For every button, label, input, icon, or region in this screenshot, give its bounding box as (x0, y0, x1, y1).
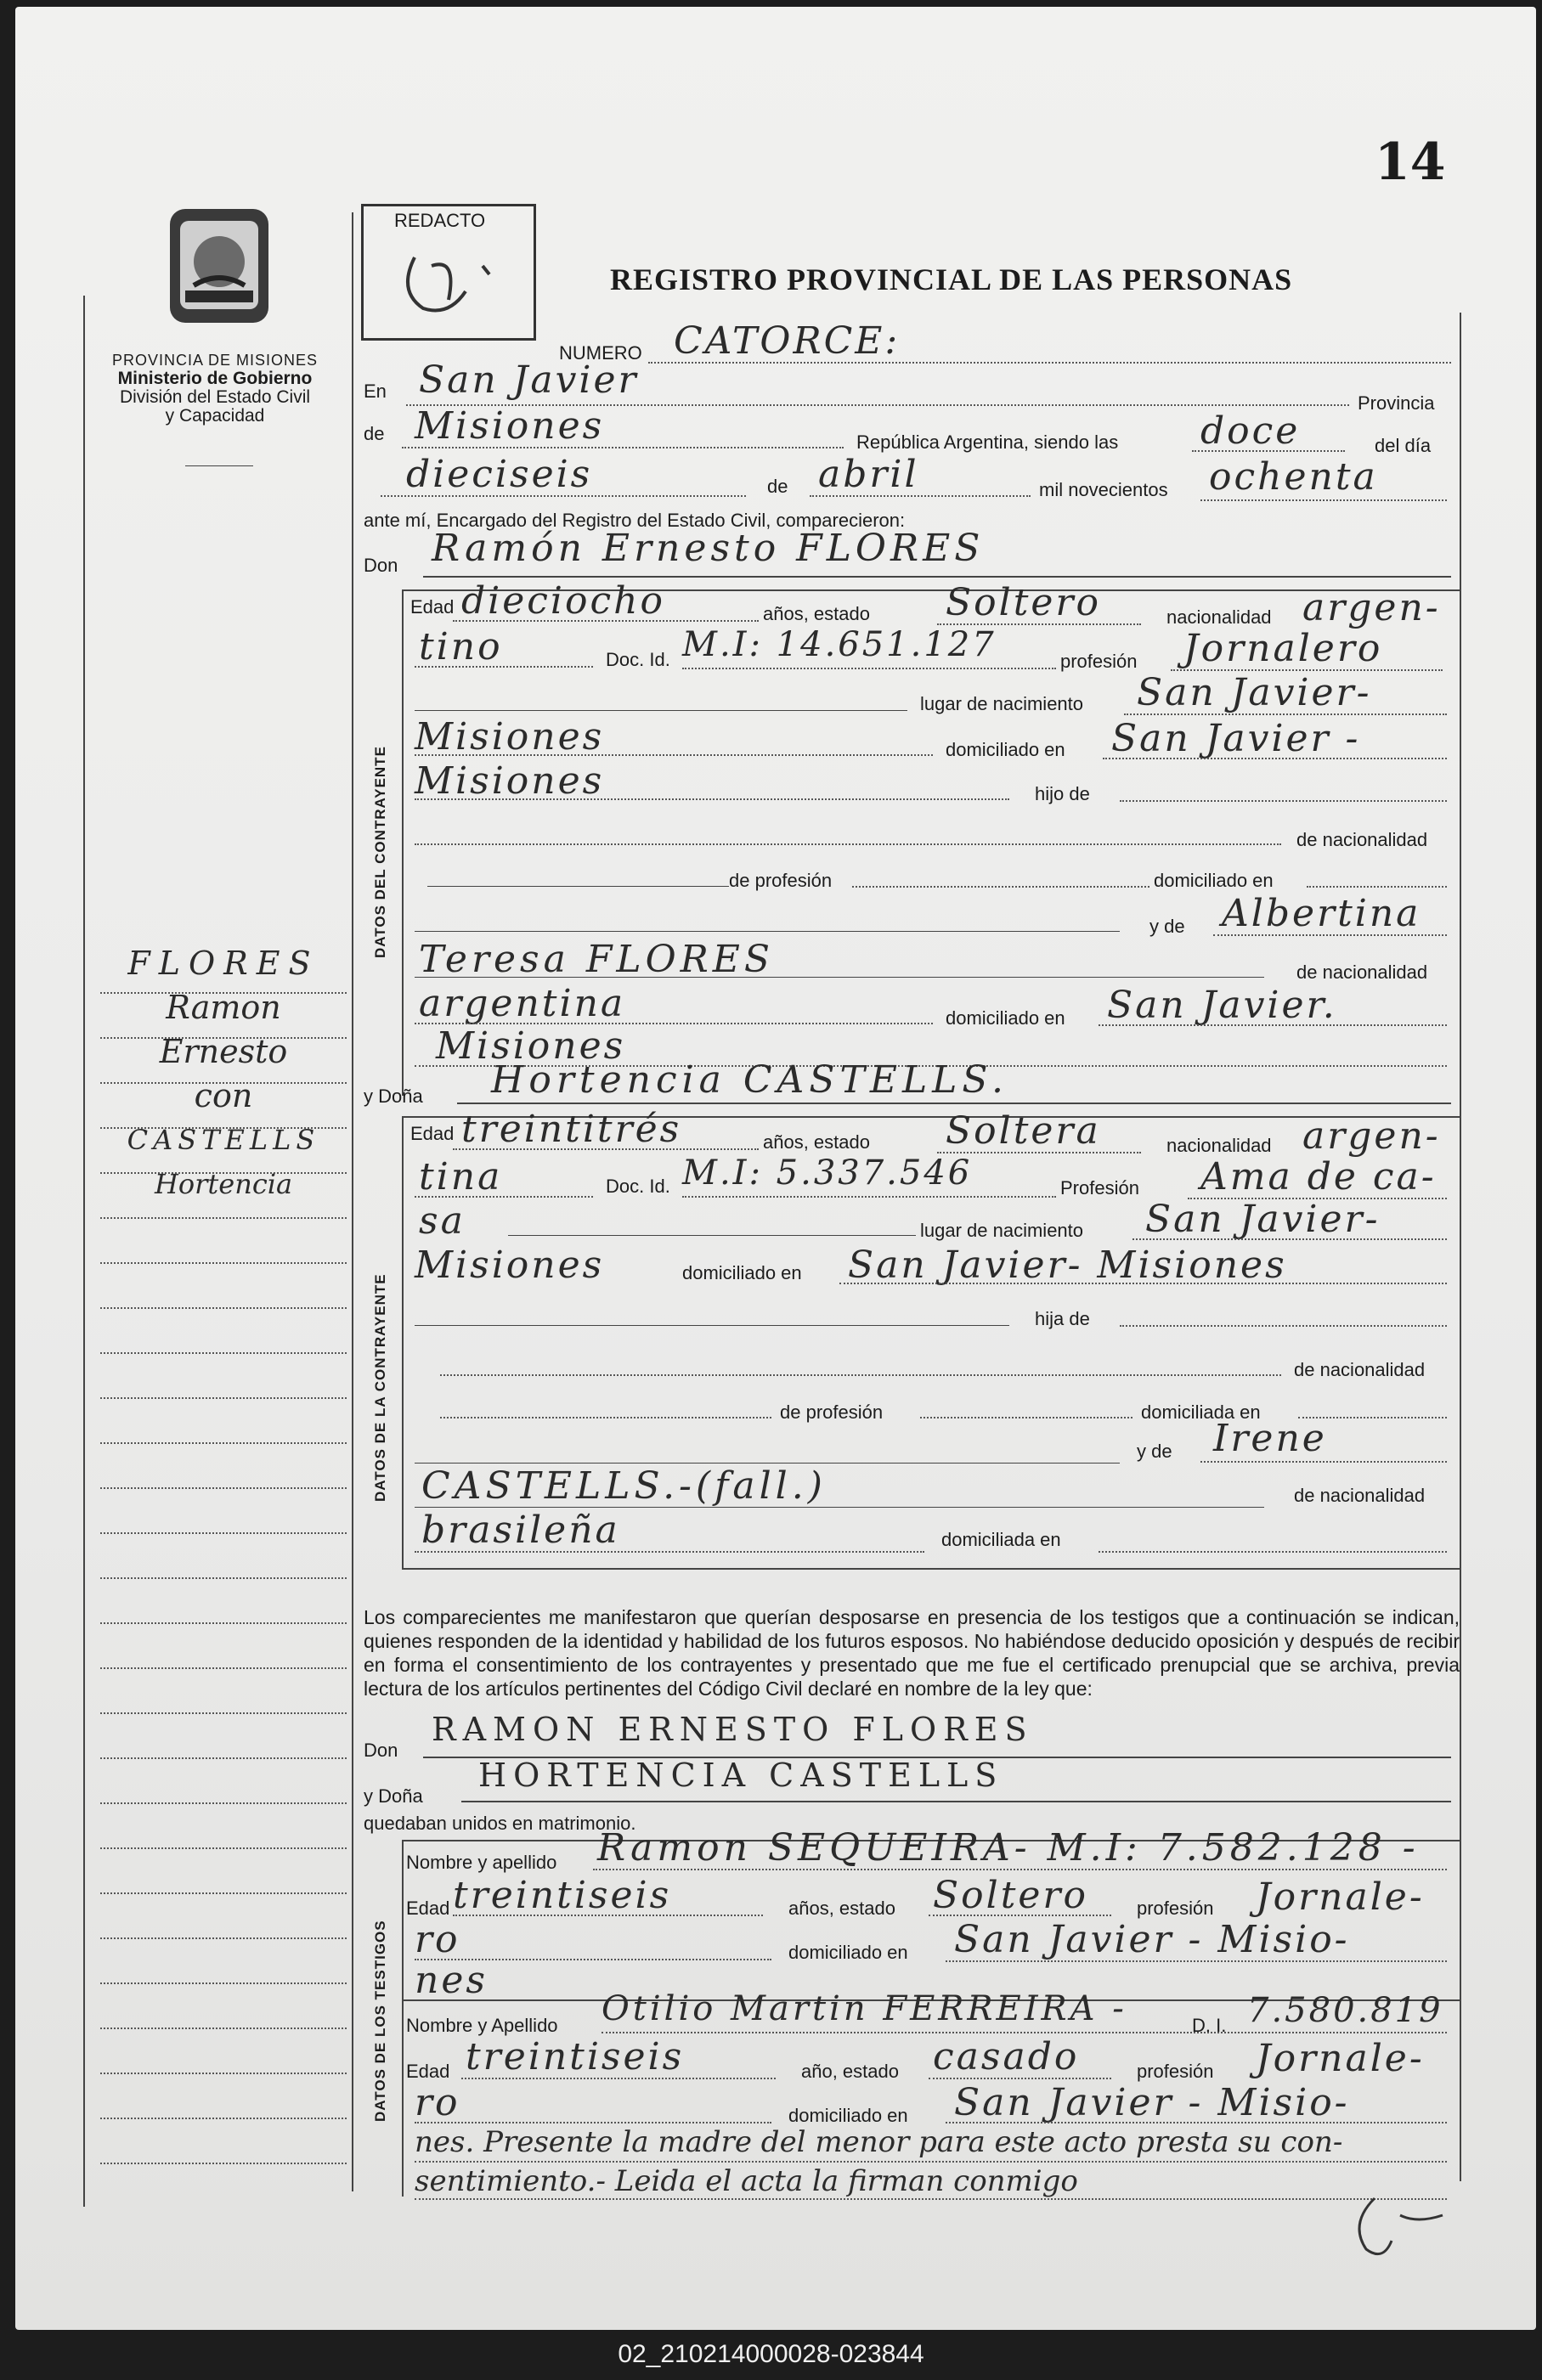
signature-mark (1341, 2190, 1460, 2266)
ante-label: ante mí, Encargado del Registro del Estado Civil, comparecieron: (364, 510, 906, 531)
fill-line (415, 2161, 1447, 2163)
groom-address: San Javier - (1111, 717, 1361, 760)
fill-line (1099, 1024, 1447, 1026)
fill-line (440, 1374, 1281, 1376)
fill-line (415, 843, 1281, 845)
don-label: Don (364, 555, 398, 576)
division-label-2: y Capacidad (165, 406, 265, 426)
groom-mother-address-cont: Misiones (436, 1024, 626, 1068)
groom-mother-cont: Teresa FLORES (419, 938, 775, 981)
groom-declared-name: RAMON ERNESTO FLORES (432, 1711, 1034, 1748)
province-label: PROVINCIA DE MISIONES (111, 352, 319, 369)
domicilio-label: domiciliado en (946, 739, 1065, 760)
y-dona-label: y Doña (364, 1086, 423, 1107)
margin-rule (100, 2028, 347, 2029)
anios-label: año, estado (801, 2061, 899, 2082)
margin-rule (100, 1892, 347, 1894)
fill-line (440, 1417, 771, 1418)
margin-rule (100, 1802, 347, 1804)
margin-rule (100, 1262, 347, 1264)
domiciliada-label: domiciliada en (1141, 1401, 1261, 1423)
sidebar-header (75, 351, 355, 426)
hour: doce (1200, 409, 1301, 453)
w1-name-label: Nombre y apellido (406, 1852, 557, 1873)
w2-profession: Jornale- (1256, 2037, 1425, 2080)
fill-line (415, 798, 1009, 800)
w1-address-cont: nes (415, 1959, 488, 2002)
bride-profession-cont: sa (419, 1199, 466, 1243)
file-id: 02_210214000028-023844 (618, 2340, 924, 2368)
fill-line (946, 1960, 1447, 1962)
edad-label: Edad (410, 1123, 455, 1144)
fill-line (415, 1463, 1120, 1464)
fill-line (810, 495, 1031, 497)
bride-nationality: argen- (1302, 1114, 1441, 1158)
margin-note-line: Ramon (166, 989, 281, 1026)
fill-line (1103, 758, 1447, 759)
w1-age: treintiseis (453, 1874, 672, 1917)
provincia-label: Provincia (1358, 392, 1435, 414)
fill-line (1192, 450, 1345, 452)
doc-label: Doc. Id. (606, 1176, 670, 1197)
bride-birthplace: San Javier- (1145, 1198, 1381, 1241)
margin-note (92, 941, 355, 1206)
fill-line (415, 1551, 924, 1553)
fill-line (461, 2078, 776, 2079)
fill-line (508, 1235, 916, 1236)
groom-age: dieciocho (461, 579, 665, 623)
hija-label: hija de (1035, 1308, 1090, 1329)
nacionalidad-label: de nacionalidad (1294, 1485, 1426, 1506)
fill-line (427, 886, 729, 887)
stamp-signature (364, 240, 534, 334)
nacionalidad-label: de nacionalidad (1294, 1359, 1426, 1380)
margin-rule (100, 1847, 347, 1849)
domiciliado-label: domiciliado en (1154, 870, 1274, 891)
fill-line (1120, 800, 1447, 802)
profesion-label: profesión (1137, 1898, 1214, 1919)
unidos-label: quedaban unidos en matrimonio. (364, 1813, 636, 1834)
document-page (15, 7, 1536, 2330)
groom-doc: M.I: 14.651.127 (682, 625, 997, 664)
witness-section-label: DATOS DE LOS TESTIGOS (372, 1920, 388, 2122)
bride-doc: M.I: 5.337.546 (682, 1153, 973, 1193)
bride-age: treintitrés (461, 1108, 682, 1151)
declaration-text: Los comparecientes me manifestaron que querían desposarse en presencia de los testigos que a continuación se indican, quienes responden de la identidad y habilidad de los futuros esposos. No habiéndose deducido oposición y después de recibir en forma el consentimiento de los contrayentes y presentado que me fue el certificado prenupcial que se archiva, previa lectura de los artículos pertinentes del Código Civil declaré en nombre de la ley que: (364, 1606, 1460, 1700)
fill-line (415, 666, 593, 668)
groom-profession: Jornalero (1183, 627, 1383, 670)
margin-rule (100, 1397, 347, 1399)
fill-line (946, 2122, 1447, 2123)
fill-line (1200, 499, 1447, 501)
groom-mother-address: San Javier. (1107, 984, 1337, 1027)
notes-line: nes. Presente la madre del menor para este acto presta su con- (415, 2125, 1343, 2159)
de2-label: de (767, 476, 788, 497)
w2-name-label: Nombre y Apellido (406, 2015, 558, 2036)
anios-label: años, estado (763, 603, 870, 624)
groom-mother-nationality: argentina (419, 982, 626, 1025)
nacionalidad-label: de nacionalidad (1296, 829, 1428, 850)
fill-line (415, 1507, 1264, 1508)
w1-profession-cont: ro (415, 1918, 460, 1961)
margin-note-line: Hortencia (154, 1168, 293, 1200)
don-label: Don (364, 1740, 398, 1761)
republica-label: República Argentina, siendo las (856, 431, 1119, 453)
w2-doc: 7.580.819 (1247, 1991, 1443, 2030)
domicilio-label: domiciliado en (682, 1262, 802, 1283)
fill-line (415, 1325, 1009, 1326)
fill-line (1120, 1325, 1447, 1327)
redacto-label: REDACTO (394, 210, 486, 231)
w1-address: San Javier - Misio- (954, 1918, 1350, 1961)
ministry-label: Ministerio de Gobierno (117, 369, 313, 388)
sidebar-divider (185, 465, 253, 466)
bride-nationality-cont: tina (419, 1155, 503, 1198)
bride-section-border (402, 1116, 404, 1568)
anios-label: años, estado (788, 1898, 895, 1919)
bride-profession: Ama de ca- (1200, 1155, 1437, 1198)
day: dieciseis (406, 453, 593, 496)
fill-line (423, 576, 1451, 578)
bride-birthplace-cont: Misiones (415, 1244, 605, 1287)
fill-line (415, 2122, 771, 2123)
profesion-label: Profesión (1060, 1177, 1139, 1198)
edad-label: Edad (406, 2061, 450, 2082)
w2-status: casado (933, 2035, 1080, 2078)
nacionalidad-label: nacionalidad (1166, 606, 1272, 628)
margin-note-line: con (194, 1077, 253, 1114)
body-right-border (1460, 313, 1461, 2181)
fill-line (453, 620, 759, 622)
fill-line (415, 710, 907, 711)
nacionalidad-label: de nacionalidad (1296, 962, 1428, 983)
profesion-label: de profesión (729, 870, 833, 891)
domiciliado-label: domiciliado en (946, 1007, 1065, 1029)
fill-line (453, 1915, 763, 1916)
y-de-label: y de (1137, 1441, 1172, 1462)
y-dona-label: y Doña (364, 1785, 423, 1807)
fill-line (415, 931, 1120, 932)
profesion-label: profesión (1060, 651, 1138, 672)
bride-mother-nationality: brasileña (421, 1509, 620, 1552)
margin-border (83, 296, 85, 2207)
groom-section-border (402, 589, 404, 1096)
fill-line (929, 1915, 1111, 1916)
fill-line (1307, 886, 1447, 888)
province: Misiones (415, 404, 605, 448)
fill-line (453, 1148, 759, 1150)
fill-line (593, 1869, 1447, 1870)
profesion-label: profesión (1137, 2061, 1214, 2082)
margin-rule (100, 1982, 347, 1984)
fill-line (415, 977, 1264, 978)
margin-rule (100, 1487, 347, 1489)
fill-line (402, 447, 844, 448)
division-label: División del Estado Civil (119, 387, 311, 407)
body-left-border (352, 212, 353, 2191)
del-dia-label: del día (1375, 435, 1432, 456)
groom-mother: Albertina (1222, 892, 1421, 935)
de-label: de (364, 423, 385, 444)
margin-rule (100, 2118, 347, 2119)
notes-line: sentimiento.- Leida el acta la firman conmigo (415, 2164, 1078, 2198)
fill-line (415, 1196, 593, 1198)
margin-rule (100, 2163, 347, 2164)
w1-profession: Jornale- (1256, 1875, 1425, 1919)
fill-line (381, 495, 746, 497)
page-number: 14 (1375, 133, 1446, 192)
profesion-label: de profesión (780, 1401, 884, 1423)
nacionalidad-label: nacionalidad (1166, 1135, 1272, 1156)
hijo-label: hijo de (1035, 783, 1090, 804)
fill-line (839, 1283, 1447, 1284)
fill-line (1124, 713, 1447, 715)
bride-mother: Irene (1213, 1417, 1327, 1460)
numero-label: NUMERO (559, 342, 642, 364)
fill-line (1200, 1461, 1447, 1463)
domiciliado-label: domiciliado en (788, 1942, 908, 1963)
w1-status: Soltero (933, 1874, 1088, 1917)
year: ochenta (1209, 455, 1378, 499)
fill-line (415, 2198, 1447, 2200)
groom-address-cont: Misiones (415, 759, 605, 803)
fill-line (415, 754, 933, 756)
bride-status: Soltera (946, 1109, 1101, 1153)
anios-label: años, estado (763, 1131, 870, 1153)
margin-rule (100, 1217, 347, 1219)
witness-section-border (402, 1840, 404, 2197)
margin-rule (100, 1622, 347, 1624)
bride-declared-name: HORTENCIA CASTELLS (478, 1757, 1004, 1794)
mil-label: mil novecientos (1039, 479, 1168, 500)
y-de-label: y de (1149, 916, 1185, 937)
groom-status: Soltero (946, 581, 1101, 624)
section-bottom-border (402, 1568, 1460, 1570)
edad-label: Edad (410, 596, 455, 618)
fill-line (1132, 1238, 1447, 1240)
w2-doc-label: D. I. (1192, 2015, 1227, 2036)
groom-section-label: DATOS DEL CONTRAYENTE (372, 746, 388, 958)
groom-nationality: argen- (1302, 586, 1441, 629)
w2-profession-cont: ro (415, 2081, 460, 2124)
lugar-label: lugar de nacimiento (920, 693, 1084, 714)
margin-rule (100, 1712, 347, 1714)
bride-address: San Javier- Misiones (848, 1244, 1287, 1287)
w2-name: Otilio Martin FERREIRA - (602, 1989, 1127, 2028)
fill-line (602, 2032, 1447, 2033)
margin-rule (100, 1937, 347, 1939)
redacto-stamp (361, 204, 536, 341)
domiciliada-label: domiciliada en (941, 1529, 1061, 1550)
bride-mother-cont: CASTELLS.-(fall.) (421, 1464, 827, 1508)
margin-rule (100, 2073, 347, 2074)
margin-rule (100, 1352, 347, 1354)
w2-age: treintiseis (466, 2035, 685, 2078)
bride-section-label: DATOS DE LA CONTRAYENTE (372, 1273, 388, 1502)
fill-line (1213, 934, 1447, 936)
groom-name: Ramón Ernesto FLORES (432, 527, 985, 570)
margin-rule (100, 1532, 347, 1534)
fill-line (648, 362, 1451, 364)
margin-rule (100, 1307, 347, 1309)
margin-note-line: Ernesto (159, 1033, 288, 1070)
month: abril (818, 453, 919, 496)
act-number: CATORCE: (674, 319, 901, 363)
margin-note-line: FLORES (127, 945, 319, 982)
groom-birthplace: San Javier- (1137, 671, 1372, 714)
province-seal (160, 202, 279, 330)
groom-nationality-cont: tino (419, 625, 503, 668)
fill-line (457, 1103, 1451, 1104)
fill-line (929, 2078, 1111, 2079)
w1-name: Ramon SEQUEIRA- M.I: 7.582.128 - (597, 1826, 1420, 1870)
margin-rule (100, 1442, 347, 1444)
lugar-label: lugar de nacimiento (920, 1220, 1084, 1241)
margin-note-line: CASTELLS (127, 1124, 320, 1156)
fill-line (682, 1196, 1056, 1198)
place: San Javier (419, 358, 639, 402)
fill-line (920, 1417, 1132, 1418)
margin-rule (100, 1577, 347, 1579)
registry-title: REGISTRO PROVINCIAL DE LAS PERSONAS (610, 262, 1293, 296)
en-label: En (364, 381, 387, 402)
fill-line (682, 668, 1056, 669)
doc-label: Doc. Id. (606, 649, 670, 670)
edad-label: Edad (406, 1898, 450, 1919)
fill-line (1099, 1551, 1447, 1553)
w2-address: San Javier - Misio- (954, 2081, 1350, 2124)
margin-rule (100, 1667, 347, 1669)
margin-rule (100, 1757, 347, 1759)
groom-birthplace-cont: Misiones (415, 715, 605, 759)
fill-line (852, 886, 1149, 888)
domiciliado-label: domiciliado en (788, 2105, 908, 2126)
fill-line (461, 1801, 1451, 1802)
bride-name: Hortencia CASTELLS. (491, 1058, 1008, 1102)
